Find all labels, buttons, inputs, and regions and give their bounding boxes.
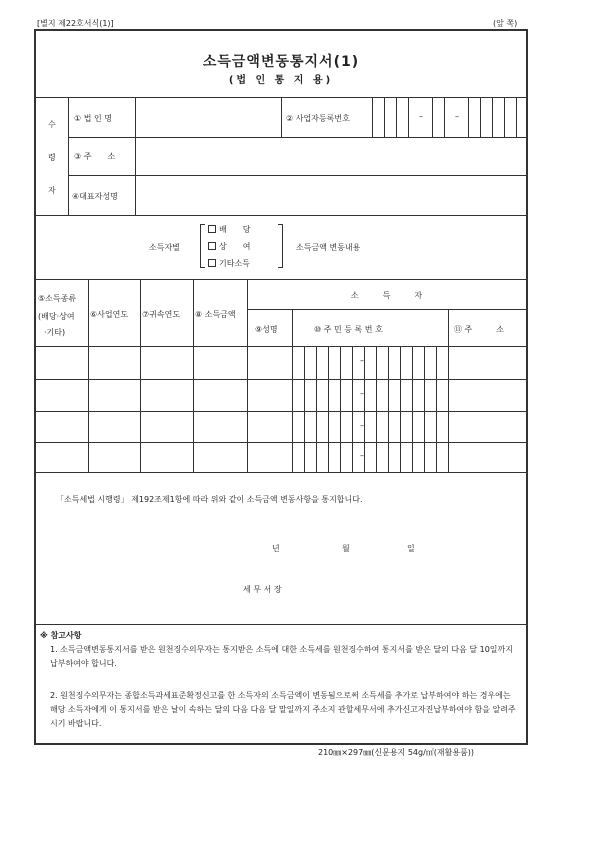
notice-form [34,29,528,745]
form-number: [별지 제22호서식(1)] [37,19,114,28]
income-change-label: 소득금액 변동내용 [296,243,361,252]
line [352,346,353,472]
line [388,346,389,472]
line [193,279,194,472]
id-dash: – [360,389,364,398]
id-dash: – [360,421,364,430]
col-name: ⑨성명 [255,325,278,334]
line [36,411,526,412]
income-type-label: 소득자별 [149,243,180,252]
line [432,97,433,137]
reg-dash: – [419,112,423,121]
col-resident-id: ⑩ 주 민 등 록 번 호 [314,325,383,334]
line [36,346,526,347]
line [448,309,449,472]
line [36,379,526,380]
line [88,279,89,472]
date-month: 월 [342,544,350,553]
bracket-right [278,224,283,268]
tax-office-label: 세 무 서 장 [243,585,282,594]
col-income-type: ⑤소득종류 [38,294,77,303]
line [304,346,305,472]
option-other-income[interactable]: 기타소득 [208,258,250,269]
date-year: 년 [272,544,280,553]
line [36,624,526,625]
line [36,472,526,473]
line [247,279,248,472]
col-attribution-year: ⑦귀속연도 [142,310,181,319]
line [364,346,365,472]
line [424,346,425,472]
line [36,442,526,443]
line [480,97,481,137]
representative-label: ④대표자성명 [72,192,118,201]
corp-name-label: ① 법 인 명 [74,114,112,123]
line [247,309,526,310]
line [36,279,526,280]
line [400,346,401,472]
date-day: 일 [407,544,415,553]
line [135,97,136,215]
address-label: ③ 주 소 [74,152,116,161]
checkbox[interactable] [208,225,216,233]
line [68,175,526,176]
line [408,97,409,137]
option-bonus[interactable]: 상 여 [208,241,250,252]
col-income-amount: ⑧ 소득금액 [195,310,236,319]
id-dash: – [360,356,364,365]
line [328,346,329,472]
col-business-year: ⑥사업연도 [90,310,129,319]
statement-text: 「소득세법 시행령」 제192조제1항에 따라 위와 같이 소득금액 변동사항을 통지합니다. [56,495,363,504]
line [396,97,397,137]
line [140,279,141,472]
line [372,97,373,137]
line [384,97,385,137]
line [281,97,282,137]
notes-title: ※ 참고사항 [40,631,82,640]
option-dividend[interactable]: 배 당 [208,224,250,235]
recipient-side-label: 령 [48,153,56,162]
line [444,97,445,137]
line [340,346,341,472]
line [376,346,377,472]
paper-spec: 210㎜×297㎜(신문용지 54g/㎡(재활용품)) [318,748,475,757]
col-income-type-sub: (배당·상여 [38,312,75,321]
reg-dash: – [455,112,459,121]
col-address: ⑪ 주 소 [454,325,504,334]
bracket-left [200,224,205,268]
note-item: 2. 원천징수의무자는 종합소득과세표준확정신고를 한 소득자의 소득금액이 변동됨으로써 소득세를 추가로 납부하여야 하는 경우에는 해당 소득자에게 이 통지서를 받은 날이 속하는 달의 다음 다음 달 말일까지 주소지 관할세무서에 추가신고자진납부하여야 함을 알려주시기 바랍니다. [50,691,516,728]
line [436,346,437,472]
page-side-label: (앞 쪽) [493,19,518,28]
line [68,97,69,215]
line [68,137,526,138]
earner-header: 소 득 자 [350,291,423,300]
form-subtitle: (법 인 통 지 용) [228,75,334,86]
note-item: 1. 소득금액변동통지서를 받은 원천징수의무자는 통지받은 소득에 대한 소득세를 원천징수하여 통지서를 받은 달의 다음 달 10일까지 납부하여야 합니다. [50,645,513,668]
biz-reg-label: ② 사업자등록번호 [286,114,350,123]
line [412,346,413,472]
line [36,215,526,216]
checkbox[interactable] [208,259,216,267]
line [492,97,493,137]
line [516,97,517,137]
line [504,97,505,137]
line [292,309,293,472]
col-income-type-sub: ·기타) [44,328,66,337]
recipient-side-label: 자 [48,186,56,195]
id-dash: – [360,451,364,460]
checkbox[interactable] [208,242,216,250]
line [468,97,469,137]
form-title: 소득금액변동통지서(1) [202,54,360,70]
recipient-side-label: 수 [48,120,56,129]
line [316,346,317,472]
